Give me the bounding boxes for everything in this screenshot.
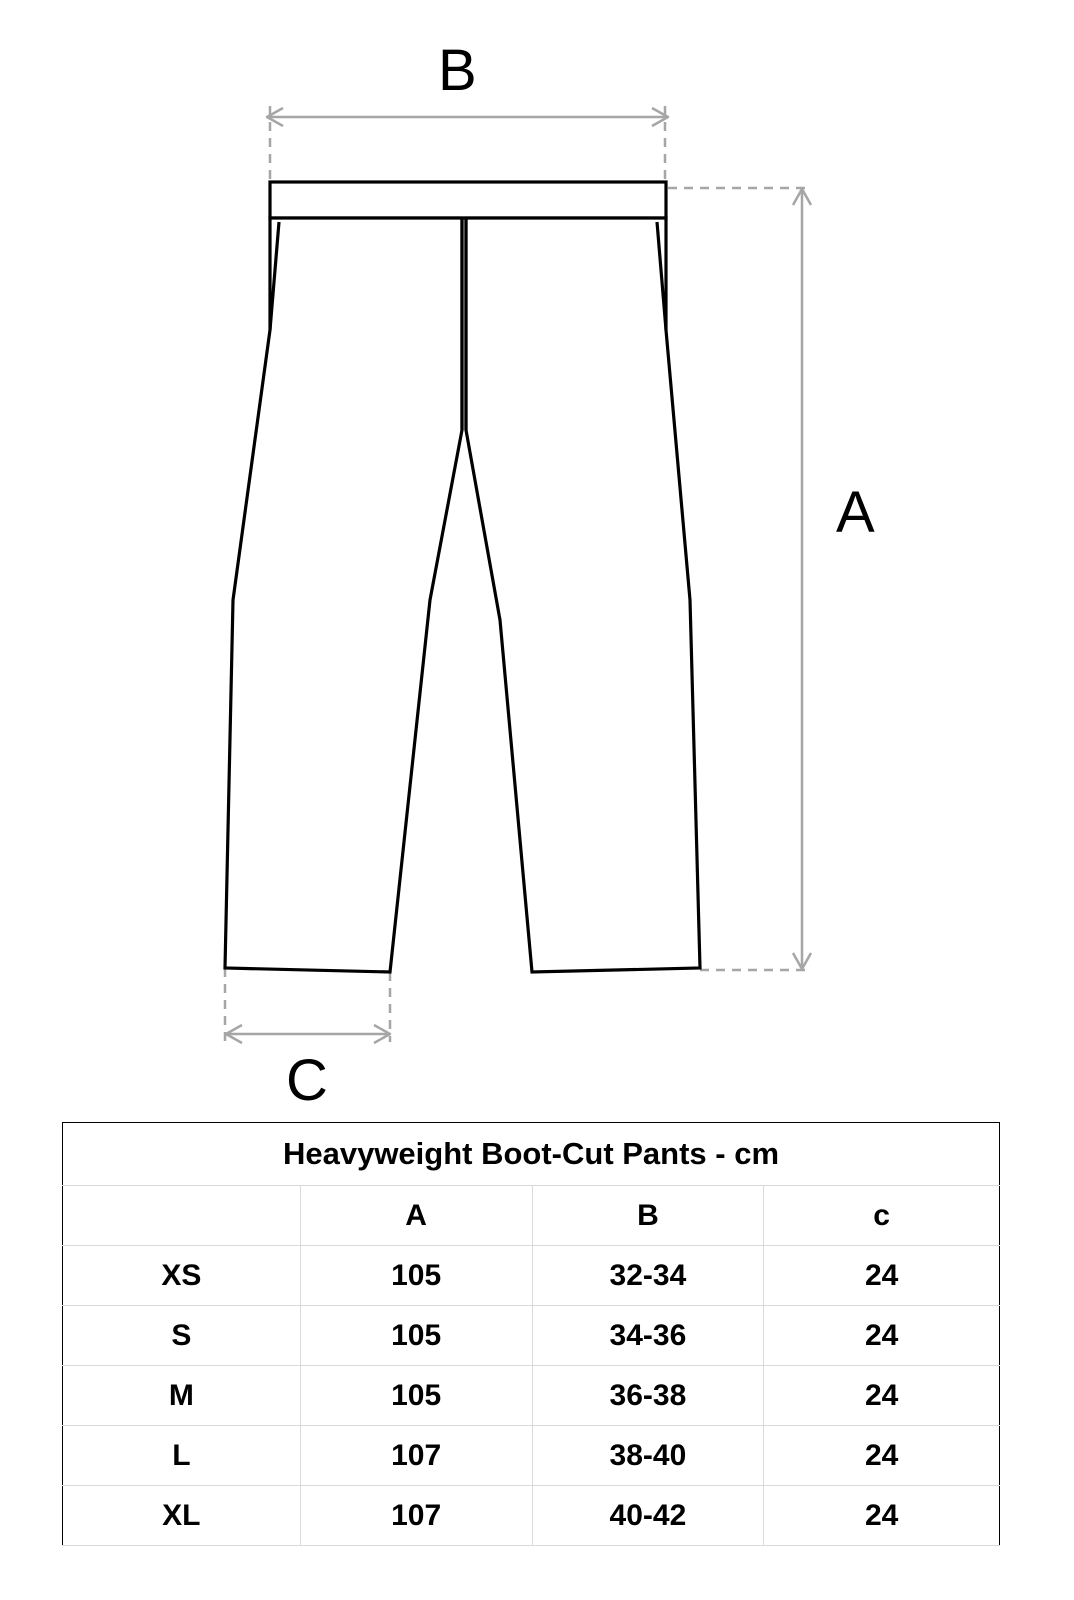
cell-b: 36-38 [532, 1366, 764, 1426]
cell-c: 24 [764, 1426, 1000, 1486]
cell-size: M [63, 1366, 301, 1426]
header-b: B [532, 1186, 764, 1246]
cell-a: 107 [300, 1426, 532, 1486]
table-row [63, 1366, 1000, 1426]
cell-size: S [63, 1306, 301, 1366]
cell-size: L [63, 1426, 301, 1486]
cell-size: XS [63, 1246, 301, 1306]
header-a: A [300, 1186, 532, 1246]
table-title-row [63, 1123, 1000, 1186]
table-row [63, 1246, 1000, 1306]
cell-b: 38-40 [532, 1426, 764, 1486]
cell-c: 24 [764, 1366, 1000, 1426]
table-header-row [63, 1186, 1000, 1246]
table-row [63, 1486, 1000, 1546]
cell-a: 107 [300, 1486, 532, 1546]
header-size [63, 1186, 301, 1246]
cell-b: 34-36 [532, 1306, 764, 1366]
cell-b: 32-34 [532, 1246, 764, 1306]
cell-size: XL [63, 1486, 301, 1546]
size-table [62, 1122, 1000, 1546]
pants-outline [225, 182, 700, 972]
cell-a: 105 [300, 1366, 532, 1426]
cell-a: 105 [300, 1306, 532, 1366]
cell-a: 105 [300, 1246, 532, 1306]
dimension-label-a: A [836, 480, 875, 545]
dimension-label-c: C [286, 1048, 328, 1113]
header-c: c [764, 1186, 1000, 1246]
cell-c: 24 [764, 1246, 1000, 1306]
table-row [63, 1306, 1000, 1366]
dimension-label-b: B [438, 38, 477, 103]
cell-b: 40-42 [532, 1486, 764, 1546]
table-row [63, 1426, 1000, 1486]
cell-c: 24 [764, 1306, 1000, 1366]
cell-c: 24 [764, 1486, 1000, 1546]
table-title: Heavyweight Boot-Cut Pants - cm [63, 1123, 1000, 1186]
